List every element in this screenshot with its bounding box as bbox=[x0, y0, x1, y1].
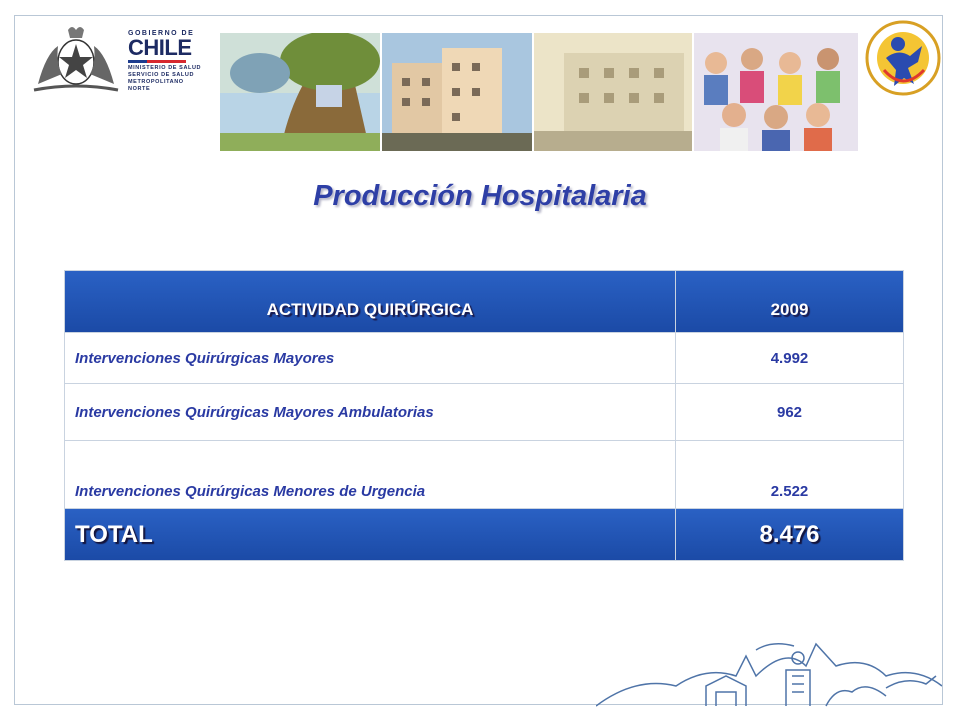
photo-banner bbox=[214, 33, 861, 157]
gov-line3: MINISTERIO DE SALUD bbox=[128, 65, 202, 71]
table-row bbox=[65, 384, 904, 441]
gov-line4: SERVICIO DE SALUD bbox=[128, 72, 195, 78]
gov-line5: METROPOLITANO NORTE bbox=[128, 79, 184, 92]
total-label: TOTAL bbox=[65, 509, 676, 561]
table-header-row bbox=[65, 271, 904, 333]
government-of-chile-logo bbox=[128, 30, 206, 93]
total-row bbox=[65, 509, 904, 561]
row-value: 4.992 bbox=[676, 333, 904, 384]
hospital-building-photo bbox=[382, 33, 532, 151]
gov-line1: GOBIERNO DE bbox=[128, 30, 195, 37]
total-value: 8.476 bbox=[676, 509, 904, 561]
children-collage-photo bbox=[694, 33, 858, 151]
production-table bbox=[64, 270, 904, 561]
flag-bar bbox=[128, 60, 186, 63]
hospital-logo-icon bbox=[864, 18, 942, 98]
row-label: Intervenciones Quirúrgicas Mayores Ambulatorias bbox=[65, 384, 676, 441]
table-row bbox=[65, 333, 904, 384]
chile-coat-of-arms-icon bbox=[28, 24, 124, 96]
table-row bbox=[65, 441, 904, 509]
gov-line2: CHILE bbox=[128, 35, 192, 60]
tree-mural-photo bbox=[220, 33, 380, 151]
city-sketch-decoration bbox=[596, 636, 942, 708]
header-activity: ACTIVIDAD QUIRÚRGICA bbox=[65, 271, 676, 333]
row-label: Intervenciones Quirúrgicas Mayores bbox=[65, 333, 676, 384]
row-label: Intervenciones Quirúrgicas Menores de Urgencia bbox=[65, 441, 676, 509]
row-value: 962 bbox=[676, 384, 904, 441]
row-value: 2.522 bbox=[676, 441, 904, 509]
page-title: Producción Hospitalaria bbox=[313, 180, 647, 212]
header-year: 2009 bbox=[676, 271, 904, 333]
hospital-sepia-photo bbox=[534, 33, 692, 151]
